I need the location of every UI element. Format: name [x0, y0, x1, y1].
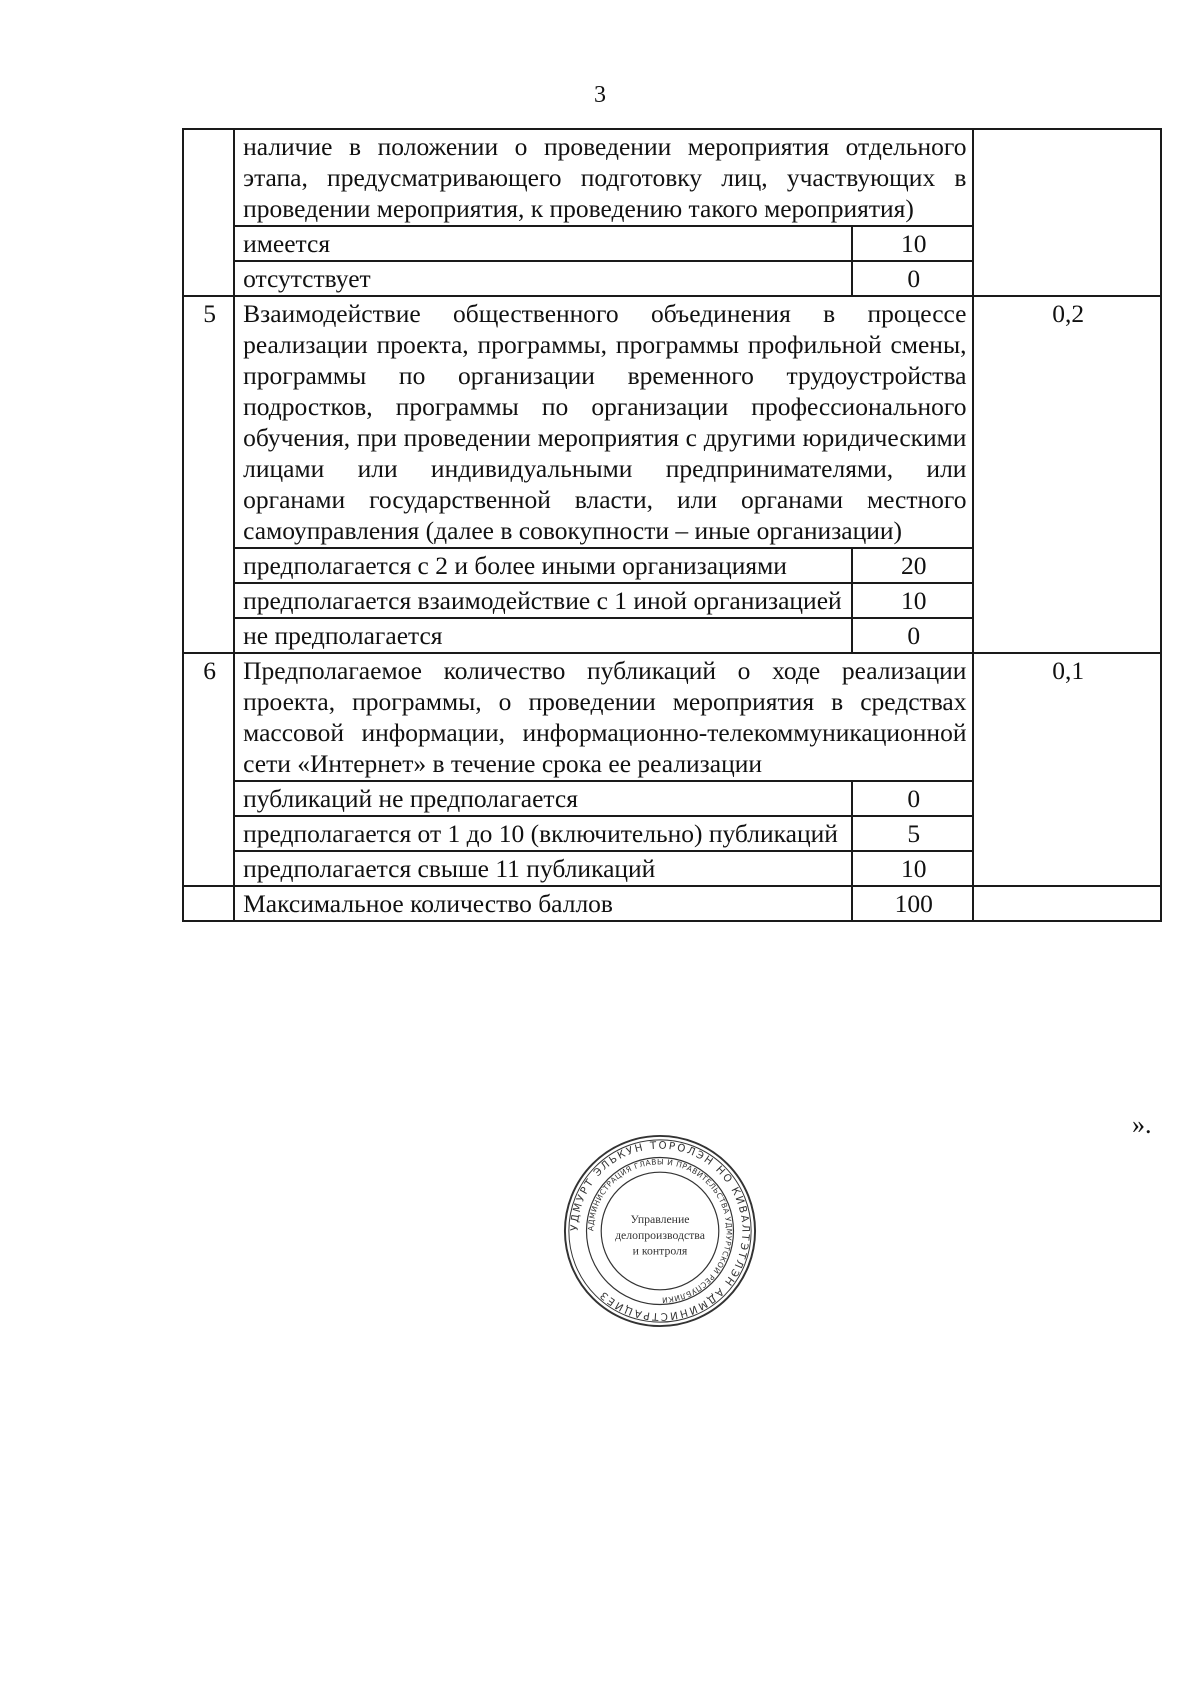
option-text: отсутствует: [234, 261, 852, 296]
option-text: предполагается взаимодействие с 1 иной организацией: [234, 583, 852, 618]
criterion-number-cell: [183, 129, 234, 296]
option-score: 10: [852, 583, 973, 618]
option-text: не предполагается: [234, 618, 852, 653]
option-text: публикаций не предполагается: [234, 781, 852, 816]
empty-cell: [973, 226, 1161, 261]
option-score: 0: [852, 618, 973, 653]
table-row: [183, 261, 1161, 296]
table-row: [183, 653, 1161, 781]
table-row-total: [183, 886, 1161, 921]
page-number: 3: [594, 82, 606, 108]
criterion-number: 5: [183, 296, 234, 653]
seal-center-text: [615, 1213, 706, 1257]
option-score: 0: [852, 781, 973, 816]
criterion-description: Взаимодействие общественного объединения в процессе реализации проекта, программы, программы профильной смены, программы по организации временного трудоустройства подростков, программы по организации профессионального обучения, при проведении мероприятия с другими юридическими лицами или индивидуальными предпринимателями, или органами государственной власти, или органами местного самоуправления (далее в совокупности – иные организации): [234, 296, 973, 548]
option-score: 20: [852, 548, 973, 583]
criterion-description: наличие в положении о проведении мероприятия отдельного этапа, предусматривающего подготовку лиц, участвующих в проведении мероприятия, к проведению такого мероприятия): [234, 129, 973, 226]
table-row: [183, 296, 1161, 548]
option-text: предполагается с 2 и более иными организациями: [234, 548, 852, 583]
criterion-number: 6: [183, 653, 234, 886]
empty-cell: [973, 261, 1161, 296]
seal-middle-text: АДМИНИСТРАЦИЯ ГЛАВЫ И ПРАВИТЕЛЬСТВА УДМУРТСКОЙ РЕСПУБЛИКИ: [586, 1157, 734, 1305]
option-score: 5: [852, 816, 973, 851]
table-row: [183, 129, 1161, 226]
criterion-weight: 0,1: [973, 653, 1161, 886]
seal-center-line: делопроизводства: [615, 1228, 705, 1242]
seal-outer-text: УДМУРТ ЭЛЬКУН ТОРОЛЭН НО КИВАЛТЭТЛЭН АДМИНИСТРАЦИЕЗ: [568, 1139, 752, 1323]
official-seal: [562, 1133, 758, 1329]
option-score: 10: [852, 226, 973, 261]
option-text: предполагается от 1 до 10 (включительно) публикаций: [234, 816, 852, 851]
criteria-table: [182, 128, 1162, 922]
total-number-cell: [183, 886, 234, 921]
closing-quote: ».: [1132, 1110, 1152, 1139]
seal-center-line: и контроля: [632, 1244, 688, 1258]
option-text: имеется: [234, 226, 852, 261]
criterion-weight: [973, 129, 1161, 226]
criterion-weight: 0,2: [973, 296, 1161, 653]
option-score: 10: [852, 851, 973, 886]
seal-center-line: Управление: [630, 1213, 690, 1227]
total-score: 100: [852, 886, 973, 921]
total-weight: [973, 886, 1161, 921]
option-score: 0: [852, 261, 973, 296]
option-text: предполагается свыше 11 публикаций: [234, 851, 852, 886]
total-label: Максимальное количество баллов: [234, 886, 852, 921]
table-row: [183, 226, 1161, 261]
criterion-description: Предполагаемое количество публикаций о ходе реализации проекта, программы, о проведении мероприятия в средствах массовой информации, информационно-телекоммуникационной сети «Интернет» в течение срока ее реализации: [234, 653, 973, 781]
